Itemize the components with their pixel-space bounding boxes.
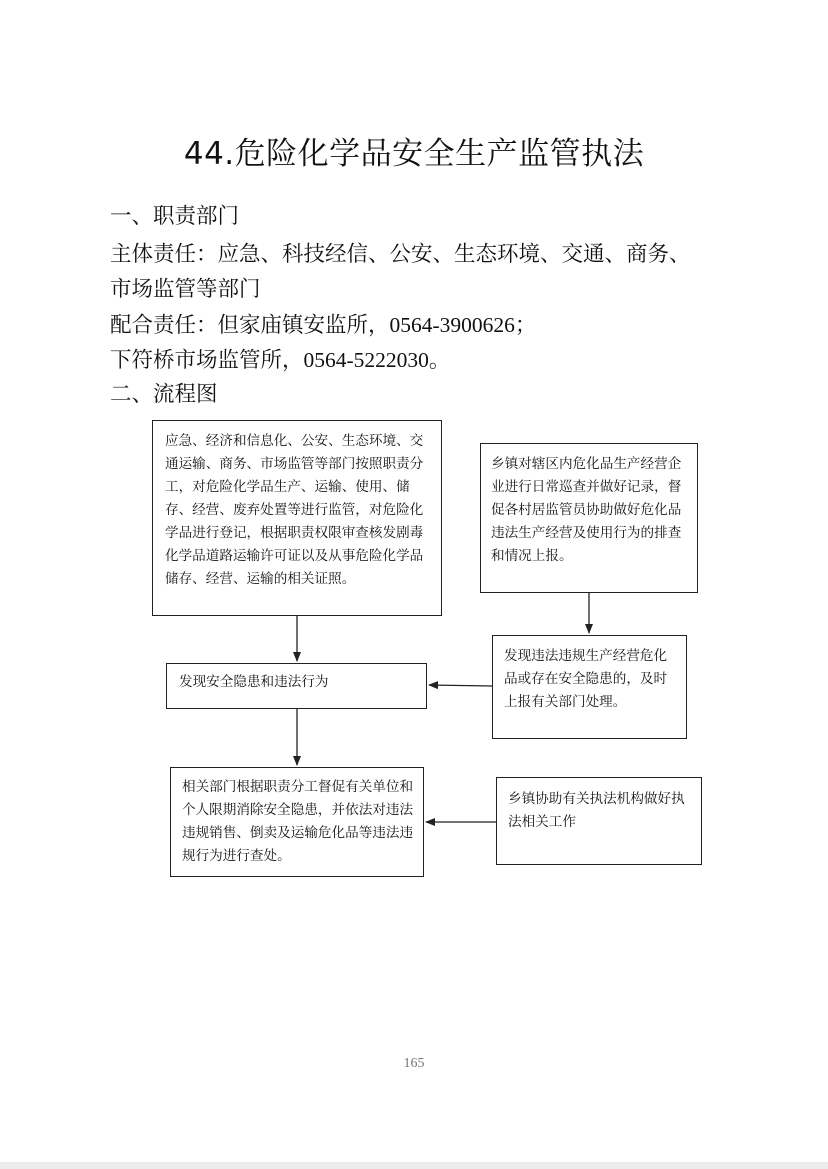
cooperate-responsibility-line2 — [110, 343, 450, 378]
flow-box-township-assist-text: 乡镇协助有关执法机构做好执法相关工作 — [508, 791, 685, 830]
flow-box-departments-text: 应急、经济和信息化、公安、生态环境、交通运输、商务、市场监管等部门按照职责分工，对危险化学品生产、运输、使用、储存、经营、废弃处置等进行监管，对危险化学品进行登记，根据职责权限审查核发剧毒化学品道路运输许可证以及从事危险化学品储存、经营、运输的相关证照。 — [165, 433, 424, 587]
flow-box-rectify — [170, 767, 424, 877]
flow-box-rectify-text: 相关部门根据职责分工督促有关单位和个人限期消除安全隐患，并依法对违法违规销售、倒卖及运输危化品等违法违规行为进行查处。 — [182, 779, 414, 864]
flow-box-discover-hazard — [166, 663, 427, 709]
flow-box-report-illegal — [492, 635, 687, 739]
flow-box-report-illegal-text: 发现违法违规生产经营危化品或存在安全隐患的，及时上报有关部门处理。 — [504, 648, 668, 710]
flow-box-discover-hazard-text: 发现安全隐患和违法行为 — [179, 674, 329, 690]
cooperate-line2-phone: 0564-5222030。 — [303, 348, 451, 372]
cooperate-responsibility-line1 — [110, 308, 536, 343]
section1-heading: 一、职责部门 — [110, 204, 240, 229]
primary-responsibility-line1: 主体责任：应急、科技经信、公安、生态环境、交通、商务、 — [110, 242, 691, 267]
cooperate-line2-text: 下符桥市场监管所， — [110, 348, 304, 373]
cooperate-line1-text: 配合责任：但家庙镇安监所， — [110, 313, 390, 338]
flow-box-departments — [152, 420, 442, 616]
page-number: 165 — [403, 1056, 425, 1071]
primary-responsibility-line2: 市场监管等部门 — [110, 277, 261, 302]
flow-box-township-check — [480, 443, 698, 593]
arrow-report-to-discover — [429, 685, 492, 686]
flow-box-township-assist — [496, 777, 702, 865]
section2-heading: 二、流程图 — [110, 382, 218, 407]
bottom-edge-strip — [0, 1162, 828, 1169]
cooperate-line1-phone: 0564-3900626； — [389, 313, 537, 337]
page-title: 44.危险化学品安全生产监管执法 — [183, 136, 645, 172]
flow-box-township-check-text: 乡镇对辖区内危化品生产经营企业进行日常巡查并做好记录，督促各村居监管员协助做好危化品违法生产经营及使用行为的排查和情况上报。 — [491, 456, 682, 564]
